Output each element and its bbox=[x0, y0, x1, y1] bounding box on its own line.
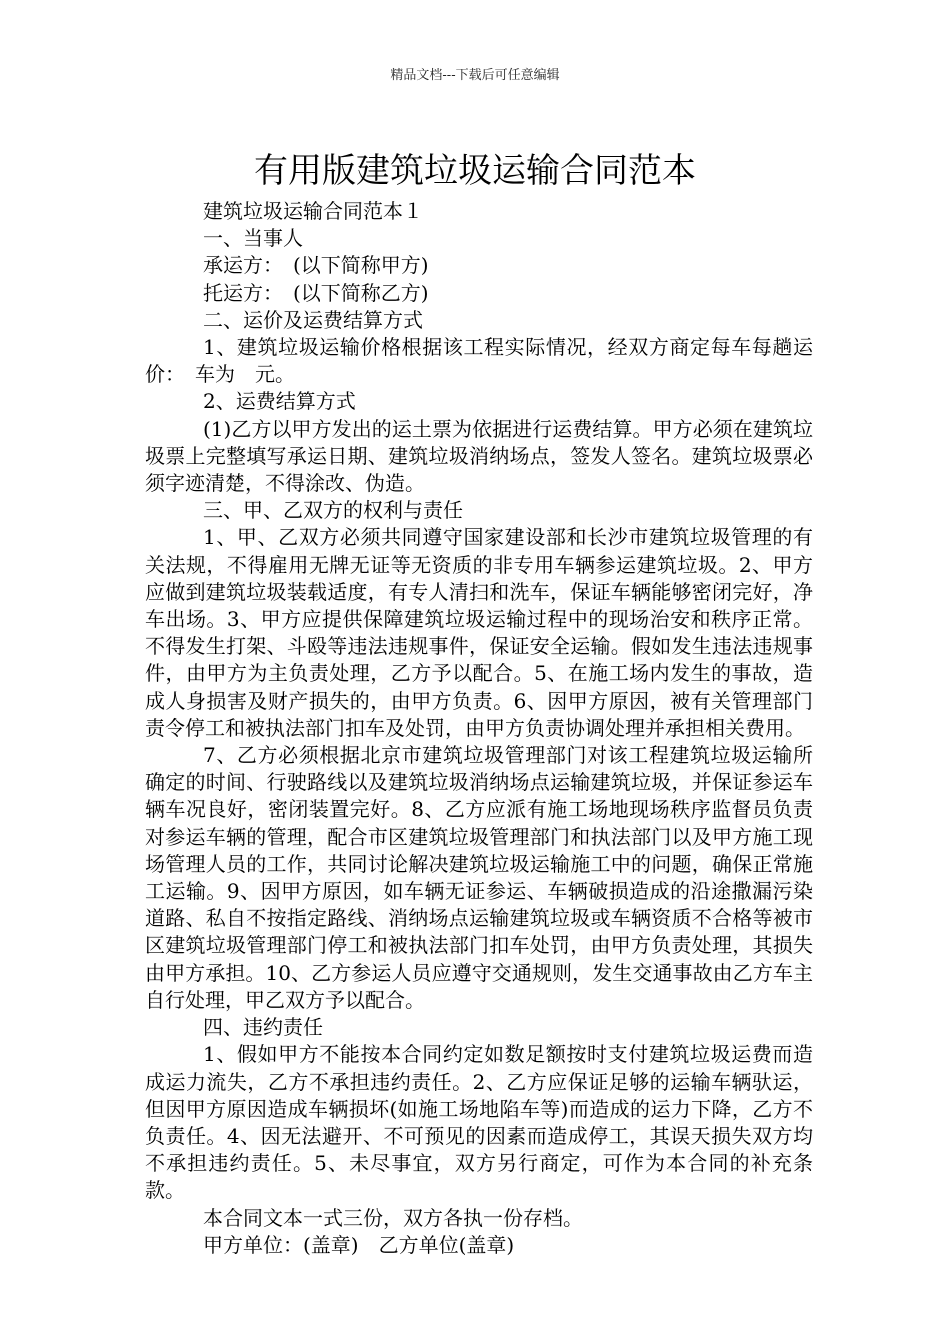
paragraph: 7、乙方必须根据北京市建筑垃圾管理部门对该工程建筑垃圾运输所确定的时间、行驶路线以及建筑垃圾消纳场点运输建筑垃圾，并保证参运车辆车况良好，密闭装置完好。8、乙方应派有施工场地现场秩序监督员负责对参运车辆的管理，配合市区建筑垃圾管理部门和执法部门以及甲方施工现场管理人员的工作，共同讨论解决建筑垃圾运输施工中的问题，确保正常施工运输。9、因甲方原因，如车辆无证参运、车辆破损造成的沿途撒漏污染道路、私自不按指定路线、消纳场点运输建筑垃圾或车辆资质不合格等被市区建筑垃圾管理部门停工和被执法部门扣车处罚，由甲方负责处理，其损失由甲方承担。10、乙方参运人员应遵守交通规则，发生交通事故由乙方车主自行处理，甲乙双方予以配合。 bbox=[145, 743, 813, 1012]
header-note: 精品文档---下载后可任意编辑 bbox=[390, 68, 560, 83]
section-heading: 二、运价及运费结算方式 bbox=[203, 307, 423, 332]
section-heading: 三、甲、乙双方的权利与责任 bbox=[203, 498, 463, 523]
section-heading: 2、运费结算方式 bbox=[203, 389, 356, 414]
signature-line: 甲方单位：(盖章) 乙方单位(盖章) bbox=[203, 1232, 515, 1257]
document-title: 有用版建筑垃圾运输合同范本 bbox=[254, 150, 696, 191]
section-heading: 四、违约责任 bbox=[203, 1015, 323, 1040]
paragraph: 1、甲、乙双方必须共同遵守国家建设部和长沙市建筑垃圾管理的有关法规，不得雇用无牌无证等无资质的非专用车辆参运建筑垃圾。2、甲方应做到建筑垃圾装载适度，有专人清扫和洗车，保证车辆能够密闭完好，净车出场。3、甲方应提供保障建筑垃圾运输过程中的现场治安和秩序正常。不得发生打架、斗殴等违法违规事件，保证安全运输。假如发生违法违规事件，由甲方为主负责处理，乙方予以配合。5、在施工场内发生的事故，造成人身损害及财产损失的，由甲方负责。6、因甲方原因，被有关管理部门责令停工和被执法部门扣车及处罚，由甲方负责协调处理并承担相关费用。 bbox=[145, 525, 813, 740]
party-line: 托运方： (以下简称乙方) bbox=[203, 280, 429, 305]
paragraph: 1、建筑垃圾运输价格根据该工程实际情况，经双方商定每车每趟运价： 车为 元。 bbox=[145, 335, 813, 387]
paragraph: 本合同文本一式三份，双方各执一份存档。 bbox=[203, 1205, 583, 1230]
party-line: 承运方： (以下简称甲方) bbox=[203, 253, 429, 278]
section-heading: 建筑垃圾运输合同范本１ bbox=[203, 199, 423, 223]
paragraph: 1、假如甲方不能按本合同约定如数足额按时支付建筑垃圾运费而造成运力流失，乙方不承担违约责任。2、乙方应保证足够的运输车辆驮运，但因甲方原因造成车辆损坏(如施工场地陷车等)而造成的运力下降，乙方不负责任。4、因无法避开、不可预见的因素而造成停工，其误天损失双方均不承担违约责任。5、未尽事宜，双方另行商定，可作为本合同的补充条款。 bbox=[145, 1042, 813, 1203]
section-heading: 一、当事人 bbox=[203, 226, 303, 251]
document-body bbox=[145, 198, 813, 1259]
paragraph: (1)乙方以甲方发出的运土票为依据进行运费结算。甲方必须在建筑垃圾票上完整填写承运日期、建筑垃圾消纳场点，签发人签名。建筑垃圾票必须字迹清楚，不得涂改、伪造。 bbox=[145, 416, 813, 496]
